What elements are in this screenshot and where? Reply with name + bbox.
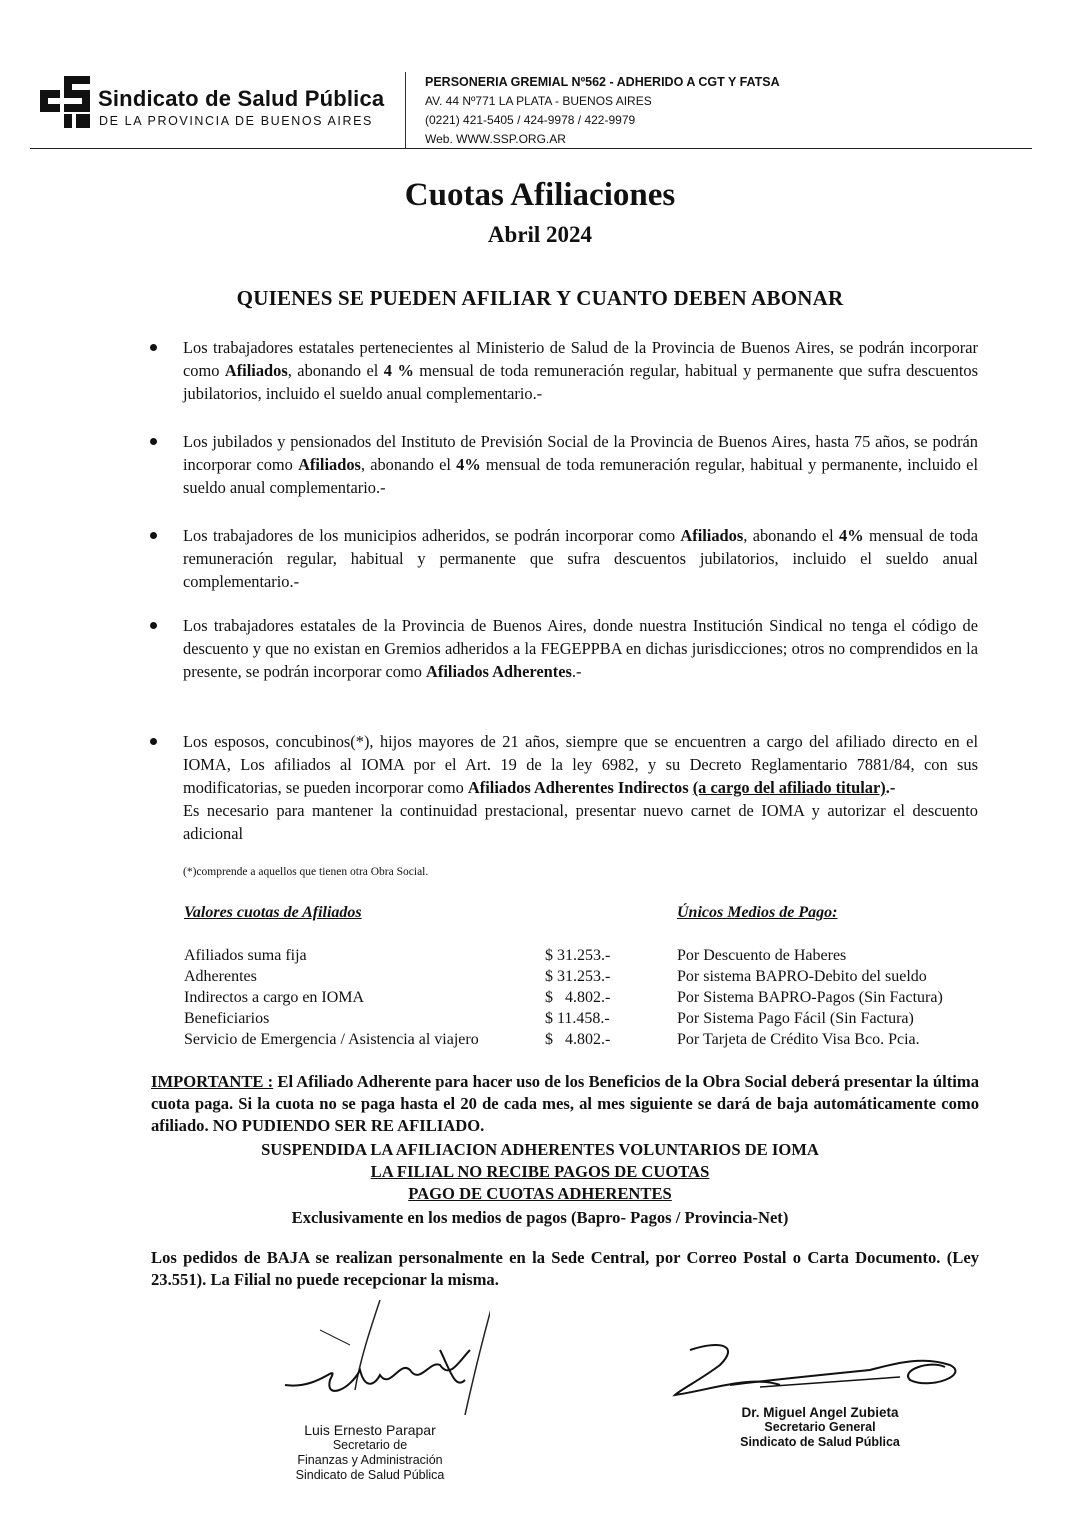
page-title: Cuotas Afiliaciones xyxy=(404,177,676,213)
fee-amount: $ 4.802.- xyxy=(545,1031,611,1048)
fee-amount: $ 31.253.- xyxy=(545,968,611,985)
page-subtitle: Abril 2024 xyxy=(487,222,593,247)
notice-pago-cuotas: PAGO DE CUOTAS ADHERENTES xyxy=(408,1184,672,1203)
contact-line: Web. WWW.SSP.ORG.AR xyxy=(425,132,566,146)
bullet-icon xyxy=(150,434,160,444)
fee-label: Indirectos a cargo en IOMA xyxy=(184,989,365,1006)
section-heading: QUIENES SE PUEDEN AFILIAR Y CUANTO DEBEN ABONAR xyxy=(236,286,844,310)
header-rule xyxy=(30,148,1032,149)
fee-amount: $ 11.458.- xyxy=(545,1010,610,1027)
notice-suspendida: SUSPENDIDA LA AFILIACION ADHERENTES VOLUNTARIOS DE IOMA xyxy=(261,1140,819,1159)
org-subtitle: DE LA PROVINCIA DE BUENOS AIRES xyxy=(99,114,373,128)
paragraph-ministerio: Los trabajadores estatales pertenecientes al Ministerio de Salud de la Provincia de Buenos Aires, se podrán incorporar como Afiliados, abonando el 4 % mensual de toda remuneración regular, habitual y permanente que sufra descuentos jubilatorios, incluido el sueldo anual complementario.- xyxy=(183,338,978,403)
contact-block xyxy=(425,73,780,149)
fee-amount: $ 31.253.- xyxy=(545,947,611,964)
fee-amount: $ 4.802.- xyxy=(545,989,611,1006)
paragraph-jubilados: Los jubilados y pensionados del Instituto de Previsión Social de la Provincia de Buenos Aires, hasta 75 años, se podrán incorporar como Afiliados, abonando el 4% mensual de toda remuneración regular, habitual y permanente, incluido el sueldo anual complementario.- xyxy=(183,432,978,497)
baja-note: Los pedidos de BAJA se realizan personalmente en la Sede Central, por Correo Postal o Carta Documento. (Ley 23.551). La Filial no puede recepcionar la misma. xyxy=(151,1248,979,1289)
left-signature-block: Luis Ernesto Parapar Secretario de Finanzas y Administración Sindicato de Salud Pública xyxy=(295,1422,445,1482)
important-notice: IMPORTANTE : El Afiliado Adherente para hacer uso de los Beneficios de la Obra Social deberá presentar la última cuota paga. Si la cuota no se paga hasta el 20 de cada mes, al mes siguiente se dará de baja automáticamente como afiliado. NO PUDIENDO SER RE AFILIADO. xyxy=(151,1072,979,1135)
fee-label: Beneficiarios xyxy=(184,1010,270,1027)
footnote: (*)comprende a aquellos que tienen otra Obra Social. xyxy=(183,866,429,878)
payment-item: Por Descuento de Haberes xyxy=(677,947,847,964)
bullet-icon xyxy=(150,734,160,744)
payment-item: Por Sistema Pago Fácil (Sin Factura) xyxy=(677,1010,914,1027)
payment-title: Únicos Medios de Pago: xyxy=(677,904,838,921)
bullet-icon xyxy=(150,618,160,628)
right-signature xyxy=(670,1335,970,1405)
paragraph-adherentes: Los trabajadores estatales de la Provincia de Buenos Aires, donde nuestra Institución Sindical no tenga el código de descuento y que no existan en Gremios adheridos a la FEGEPPBA en dichas jurisdicciones; otros no comprendidos en la presente, se podrán incorporar como Afiliados Adherentes.- xyxy=(183,616,978,681)
fee-label: Afiliados suma fija xyxy=(184,947,307,964)
payment-item: Por Sistema BAPRO-Pagos (Sin Factura) xyxy=(677,989,943,1006)
right-signature-block: Dr. Miguel Angel Zubieta Secretario General Sindicato de Salud Pública xyxy=(740,1405,900,1449)
org-logo xyxy=(38,74,94,130)
contact-line: PERSONERIA GREMIAL Nº562 - ADHERIDO A CGT Y FATSA xyxy=(425,75,780,89)
contact-line: AV. 44 Nº771 LA PLATA - BUENOS AIRES xyxy=(425,94,652,108)
payment-item: Por Tarjeta de Crédito Visa Bco. Pcia. xyxy=(677,1031,920,1048)
fee-label: Servicio de Emergencia / Asistencia al viajero xyxy=(184,1031,479,1048)
left-signature xyxy=(280,1290,490,1420)
paragraph-municipios: Los trabajadores de los municipios adheridos, se podrán incorporar como Afiliados, abonando el 4% mensual de toda remuneración regular, habitual y permanente que sufra descuentos jubilatorios, incluido el sueldo anual complementario.- xyxy=(183,526,978,591)
notice-filial: LA FILIAL NO RECIBE PAGOS DE CUOTAS xyxy=(370,1162,710,1181)
paragraph-indirectos: Los esposos, concubinos(*), hijos mayores de 21 años, siempre que se encuentren a cargo del afiliado directo en el IOMA, Los afiliados al IOMA por el Art. 19 de la ley 6982, y su Decreto Reglamentario 7881/84, con sus modificatorias, se pueden incorporar como Afiliados Adherentes Indirectos (a cargo del afiliado titular).- Es necesario para mantener la continuidad prestacional, presentar nuevo carnet de IOMA y autorizar el descuento adicional xyxy=(183,732,978,843)
bullet-icon xyxy=(150,340,160,350)
payment-item: Por sistema BAPRO-Debito del sueldo xyxy=(677,968,927,985)
org-name: Sindicato de Salud Pública xyxy=(98,86,385,111)
fees-title: Valores cuotas de Afiliados xyxy=(184,904,362,921)
bullet-icon xyxy=(150,528,160,538)
fee-label: Adherentes xyxy=(184,968,257,985)
header-divider xyxy=(405,72,406,148)
contact-line: (0221) 421-5405 / 424-9978 / 422-9979 xyxy=(425,113,636,127)
notice-medios-pago: Exclusivamente en los medios de pagos (Bapro- Pagos / Provincia-Net) xyxy=(291,1208,789,1227)
